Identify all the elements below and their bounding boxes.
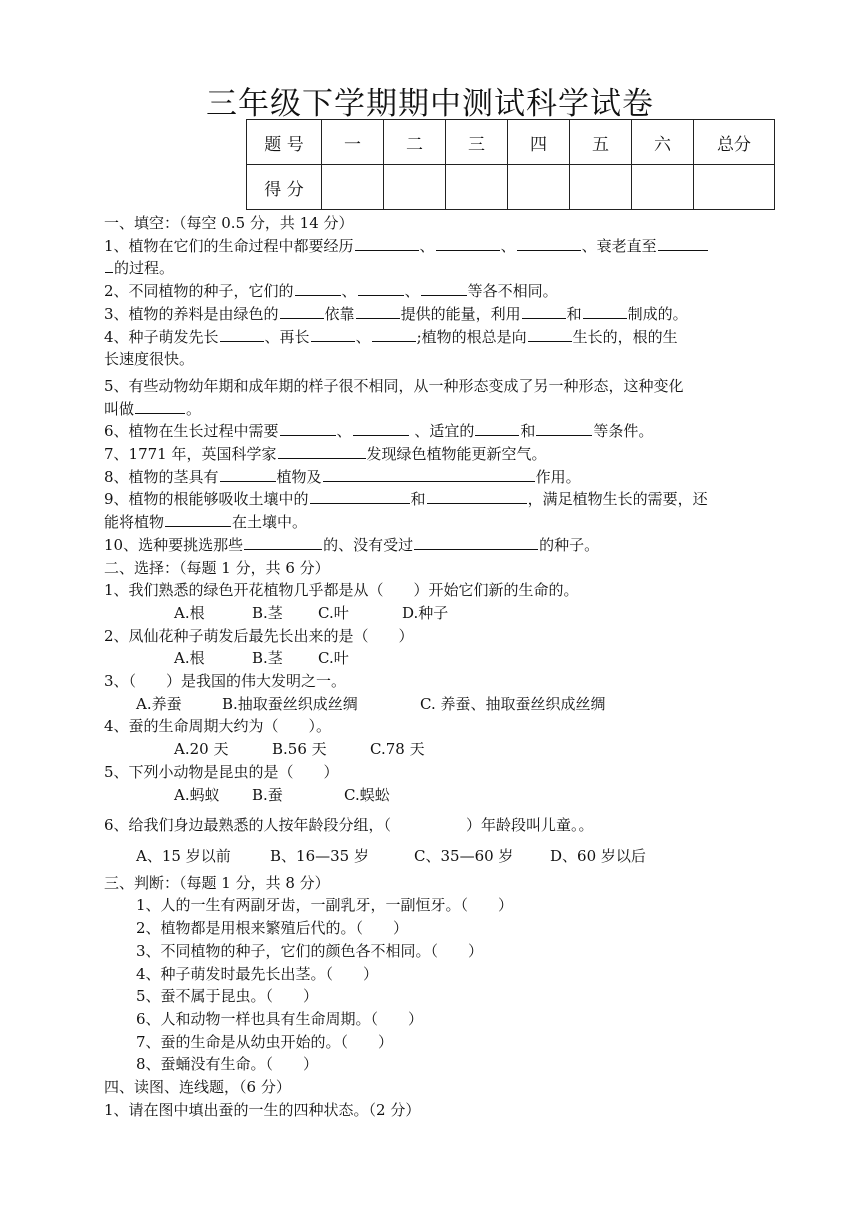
- choice-option[interactable]: B.抽取蚕丝织成丝绸: [222, 694, 358, 713]
- answer-blank[interactable]: [278, 444, 366, 459]
- score-header-cell: 总分: [694, 120, 775, 165]
- answer-blank[interactable]: [323, 467, 535, 482]
- score-header-cell: 三: [446, 120, 508, 165]
- section-heading: 一、填空：（每空 0.5 分，共 14 分）: [104, 214, 354, 232]
- score-header-cell: 五: [570, 120, 632, 165]
- choice-option[interactable]: B.茎: [252, 649, 283, 668]
- score-cell[interactable]: [322, 165, 384, 210]
- choice-option[interactable]: D、60 岁以后: [550, 846, 646, 865]
- judge-item: 4、种子萌发时最先长出茎。（ ）: [136, 964, 379, 983]
- choice-question: 4、蚕的生命周期大约为（ ）。: [104, 717, 332, 736]
- score-header-cell: 二: [384, 120, 446, 165]
- choice-option[interactable]: C.叶: [318, 649, 349, 668]
- choice-options: [104, 738, 768, 761]
- answer-blank[interactable]: [475, 421, 519, 436]
- choice-question: 3、（ ）是我国的伟大发明之一。: [104, 672, 347, 691]
- answer-blank[interactable]: [356, 304, 400, 319]
- choice-option[interactable]: A.蚂蚁: [174, 785, 220, 804]
- choice-option[interactable]: B.茎: [252, 603, 283, 622]
- section-heading: 四、读图、连线题，（6 分）: [104, 1078, 291, 1097]
- score-cell[interactable]: [446, 165, 508, 210]
- answer-blank[interactable]: [658, 236, 708, 251]
- choice-option[interactable]: A.20 天: [174, 740, 229, 759]
- choice-options: [104, 602, 768, 625]
- answer-blank[interactable]: [165, 512, 231, 527]
- answer-blank[interactable]: [280, 421, 336, 436]
- judge-item: 7、蚕的生命是从幼虫开始的。（ ）: [136, 1032, 394, 1051]
- choice-options: [104, 784, 768, 807]
- judge-item: 1、人的一生有两副牙齿，一副乳牙，一副恒牙。（ ）: [136, 896, 514, 915]
- choice-question: 5、下列小动物是昆虫的是（ ）: [104, 762, 339, 781]
- choice-option[interactable]: B.56 天: [272, 740, 327, 759]
- judge-item: 6、人和动物一样也具有生命周期。（ ）: [136, 1009, 424, 1028]
- choice-option[interactable]: A.根: [174, 603, 205, 622]
- answer-blank[interactable]: [311, 327, 355, 342]
- choice-question: 6、给我们身边最熟悉的人按年龄段分组，（ ）年龄段叫儿童。。: [104, 816, 594, 835]
- answer-blank[interactable]: [372, 327, 416, 342]
- score-header-cell: 一: [322, 120, 384, 165]
- answer-blank[interactable]: [522, 304, 566, 319]
- answer-blank[interactable]: [427, 489, 527, 504]
- diagram-question: 1、请在图中填出蚕的一生的四种状态。（2 分）: [104, 1100, 421, 1119]
- answer-blank[interactable]: [536, 421, 592, 436]
- answer-blank[interactable]: [310, 489, 410, 504]
- score-header-cell: 六: [632, 120, 694, 165]
- answer-blank[interactable]: [414, 535, 538, 550]
- fill-question: 6、植物在生长过程中需要 、 、适宜的 和 等条件。: [104, 422, 654, 441]
- score-table-header-row: [247, 120, 775, 165]
- choice-question: 1、我们熟悉的绿色开花植物几乎都是从（ ）开始它们新的生命的。: [104, 581, 579, 600]
- fill-question-cont: 的过程。: [104, 257, 768, 280]
- score-cell[interactable]: [694, 165, 775, 210]
- fill-question: 8、植物的茎具有 植物及 作用。: [104, 467, 581, 486]
- score-table-score-row: [247, 165, 775, 210]
- judge-item: 3、不同植物的种子，它们的颜色各不相同。（ ）: [136, 941, 484, 960]
- choice-option[interactable]: C. 养蚕、抽取蚕丝织成丝绸: [420, 694, 606, 713]
- choice-option[interactable]: C.叶: [318, 603, 349, 622]
- answer-blank[interactable]: [421, 281, 467, 296]
- answer-blank[interactable]: [244, 535, 322, 550]
- score-row-label: 得 分: [247, 165, 322, 210]
- choice-option[interactable]: A、15 岁以前: [136, 846, 231, 865]
- answer-blank[interactable]: [135, 399, 185, 414]
- choice-option[interactable]: C.78 天: [370, 740, 425, 759]
- page-title: 三年级下学期期中测试科学试卷: [206, 86, 654, 122]
- fill-question-cont: 长速度很快。: [104, 350, 195, 369]
- score-cell[interactable]: [632, 165, 694, 210]
- judge-item: 5、蚕不属于昆虫。（ ）: [136, 987, 319, 1006]
- score-header-cell: 四: [508, 120, 570, 165]
- score-cell[interactable]: [570, 165, 632, 210]
- answer-blank[interactable]: [528, 327, 572, 342]
- fill-question: 10、选种要挑选那些 的、没有受过 的种子。: [104, 535, 600, 554]
- choice-option[interactable]: C、35—60 岁: [414, 846, 514, 865]
- answer-blank[interactable]: [280, 304, 324, 319]
- fill-question: 5、有些动物幼年期和成年期的样子很不相同，从一种形态变成了另一种形态，这种变化: [104, 376, 684, 395]
- fill-question: 3、植物的养料是由绿色的 依靠 提供的能量，利用 和 制成的。: [104, 304, 688, 323]
- answer-blank[interactable]: [220, 327, 264, 342]
- fill-question: 2、不同植物的种子，它们的 、 、 等各不相同。: [104, 282, 558, 301]
- exam-body: [104, 212, 768, 1121]
- choice-option[interactable]: A.养蚕: [136, 694, 182, 713]
- choice-options: [104, 647, 768, 670]
- judge-item: 8、蚕蛹没有生命。（ ）: [136, 1055, 319, 1074]
- judge-item: 2、植物都是用根来繁殖后代的。（ ）: [136, 919, 409, 938]
- choice-option[interactable]: D.种子: [402, 603, 449, 622]
- choice-option[interactable]: A.根: [174, 649, 205, 668]
- choice-question: 2、凤仙花种子萌发后最先长出来的是（ ）: [104, 626, 414, 645]
- score-header-cell: 题 号: [247, 120, 322, 165]
- choice-option[interactable]: B.蚕: [252, 785, 283, 804]
- answer-blank[interactable]: [358, 281, 404, 296]
- choice-option[interactable]: B、16—35 岁: [270, 846, 369, 865]
- section-heading: 二、选择：（每题 1 分，共 6 分）: [104, 558, 330, 577]
- choice-options: [104, 693, 768, 716]
- choice-option[interactable]: C.蜈蚣: [344, 785, 390, 804]
- fill-question-cont: 能将植物 在土壤中。: [104, 513, 308, 532]
- score-cell[interactable]: [508, 165, 570, 210]
- answer-blank[interactable]: [295, 281, 341, 296]
- score-table: [246, 119, 775, 210]
- answer-blank[interactable]: [355, 236, 419, 251]
- answer-blank[interactable]: [583, 304, 627, 319]
- fill-question-cont: 叫做 。: [104, 399, 202, 418]
- answer-blank[interactable]: [105, 258, 113, 273]
- fill-question: 1、植物在它们的生命过程中都要经历 、 、 、衰老直至: [104, 235, 768, 258]
- section-heading: 三、判断：（每题 1 分，共 8 分）: [104, 873, 330, 892]
- fill-question: 9、植物的根能够吸收土壤中的 和 ，满足植物生长的需要，还: [104, 490, 708, 509]
- fill-question: 4、种子萌发先长 、再长 、 ;植物的根总是向 生长的，根的生: [104, 327, 678, 346]
- answer-blank[interactable]: [220, 467, 276, 482]
- choice-options: [104, 845, 768, 868]
- fill-question: 7、1771 年，英国科学家 发现绿色植物能更新空气。: [104, 445, 547, 464]
- answer-blank[interactable]: [517, 236, 581, 251]
- answer-blank[interactable]: [436, 236, 500, 251]
- answer-blank[interactable]: [353, 421, 409, 436]
- score-cell[interactable]: [384, 165, 446, 210]
